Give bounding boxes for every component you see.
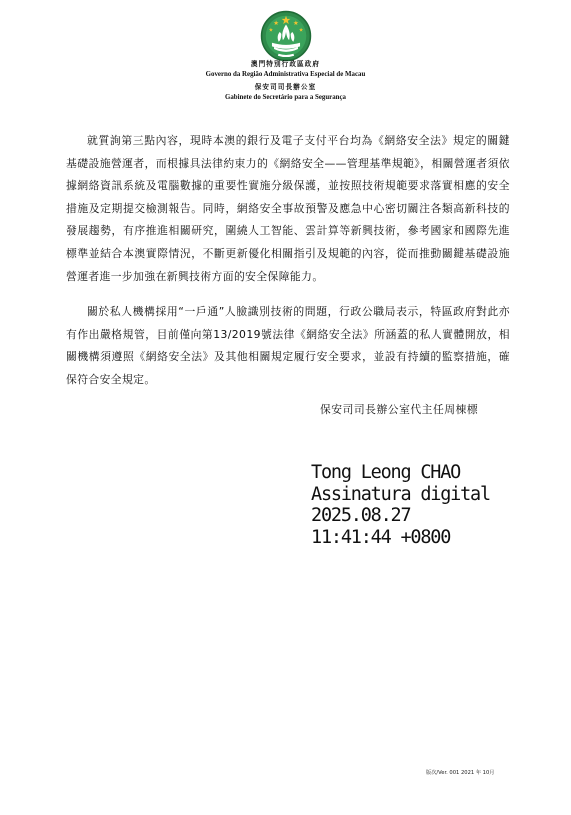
macao-sar-emblem-icon xyxy=(260,10,312,62)
body-paragraph: 就質詢第三點內容，現時本澳的銀行及電子支付平台均為《網絡安全法》規定的關鍵基礎設施營運者，而根據具法律約束力的《網絡安全——管理基準規範》，相關營運者須依據網絡資訊系統及電腦數據的重要性實施分級保護，並按照技術規範要求落實相應的安全措施及定期提交檢測報告。同時，網絡安全事故預警及應急中心密切關注各類高新科技的發展趨勢，有序推進相關研究，圍繞人工智能、雲計算等新興技術，參考國家和國際先進標準並結合本澳實際情況，不斷更新優化相關指引及規範的內容，從而推動關鍵基礎設施營運者進一步加強在新興技術方面的安全保障能力。 xyxy=(66,134,510,283)
body-paragraph: 關於私人機構採用“一戶通”人臉識別技術的問題，行政公職局表示，特區政府對此亦有作出嚴格規管，目前僅向第13/2019號法律《網絡安全法》所涵蓋的私人實體開放，相關機構須遵照《網絡安全法》及其他相關規定履行安全要求，並設有持續的監察措施，確保符合安全規定。 xyxy=(66,305,510,386)
letter-body xyxy=(66,130,510,405)
signer-name: Tong Leong CHAO xyxy=(311,462,461,483)
office-name-portuguese: Gabinete do Secretário para a Segurança xyxy=(224,94,347,101)
signature-time: 11:41:44 +0800 xyxy=(311,526,451,548)
government-name-chinese: 澳門特別行政區政府 xyxy=(250,60,321,68)
signature-label: Assinatura digital xyxy=(311,483,490,505)
signature-date: 2025.08.27 xyxy=(311,505,411,526)
government-name-portuguese: Governo da Região Administrativa Especial de Macau xyxy=(205,71,366,78)
signatory-title: 保安司司長辦公室代主任周棟標 xyxy=(320,403,479,416)
office-name-chinese: 保安司司長辦公室 xyxy=(254,83,317,91)
digital-signature xyxy=(311,462,561,548)
letterhead xyxy=(0,0,571,112)
document-version: 版次/Ver. 001 2021 年 10月 xyxy=(426,770,495,776)
